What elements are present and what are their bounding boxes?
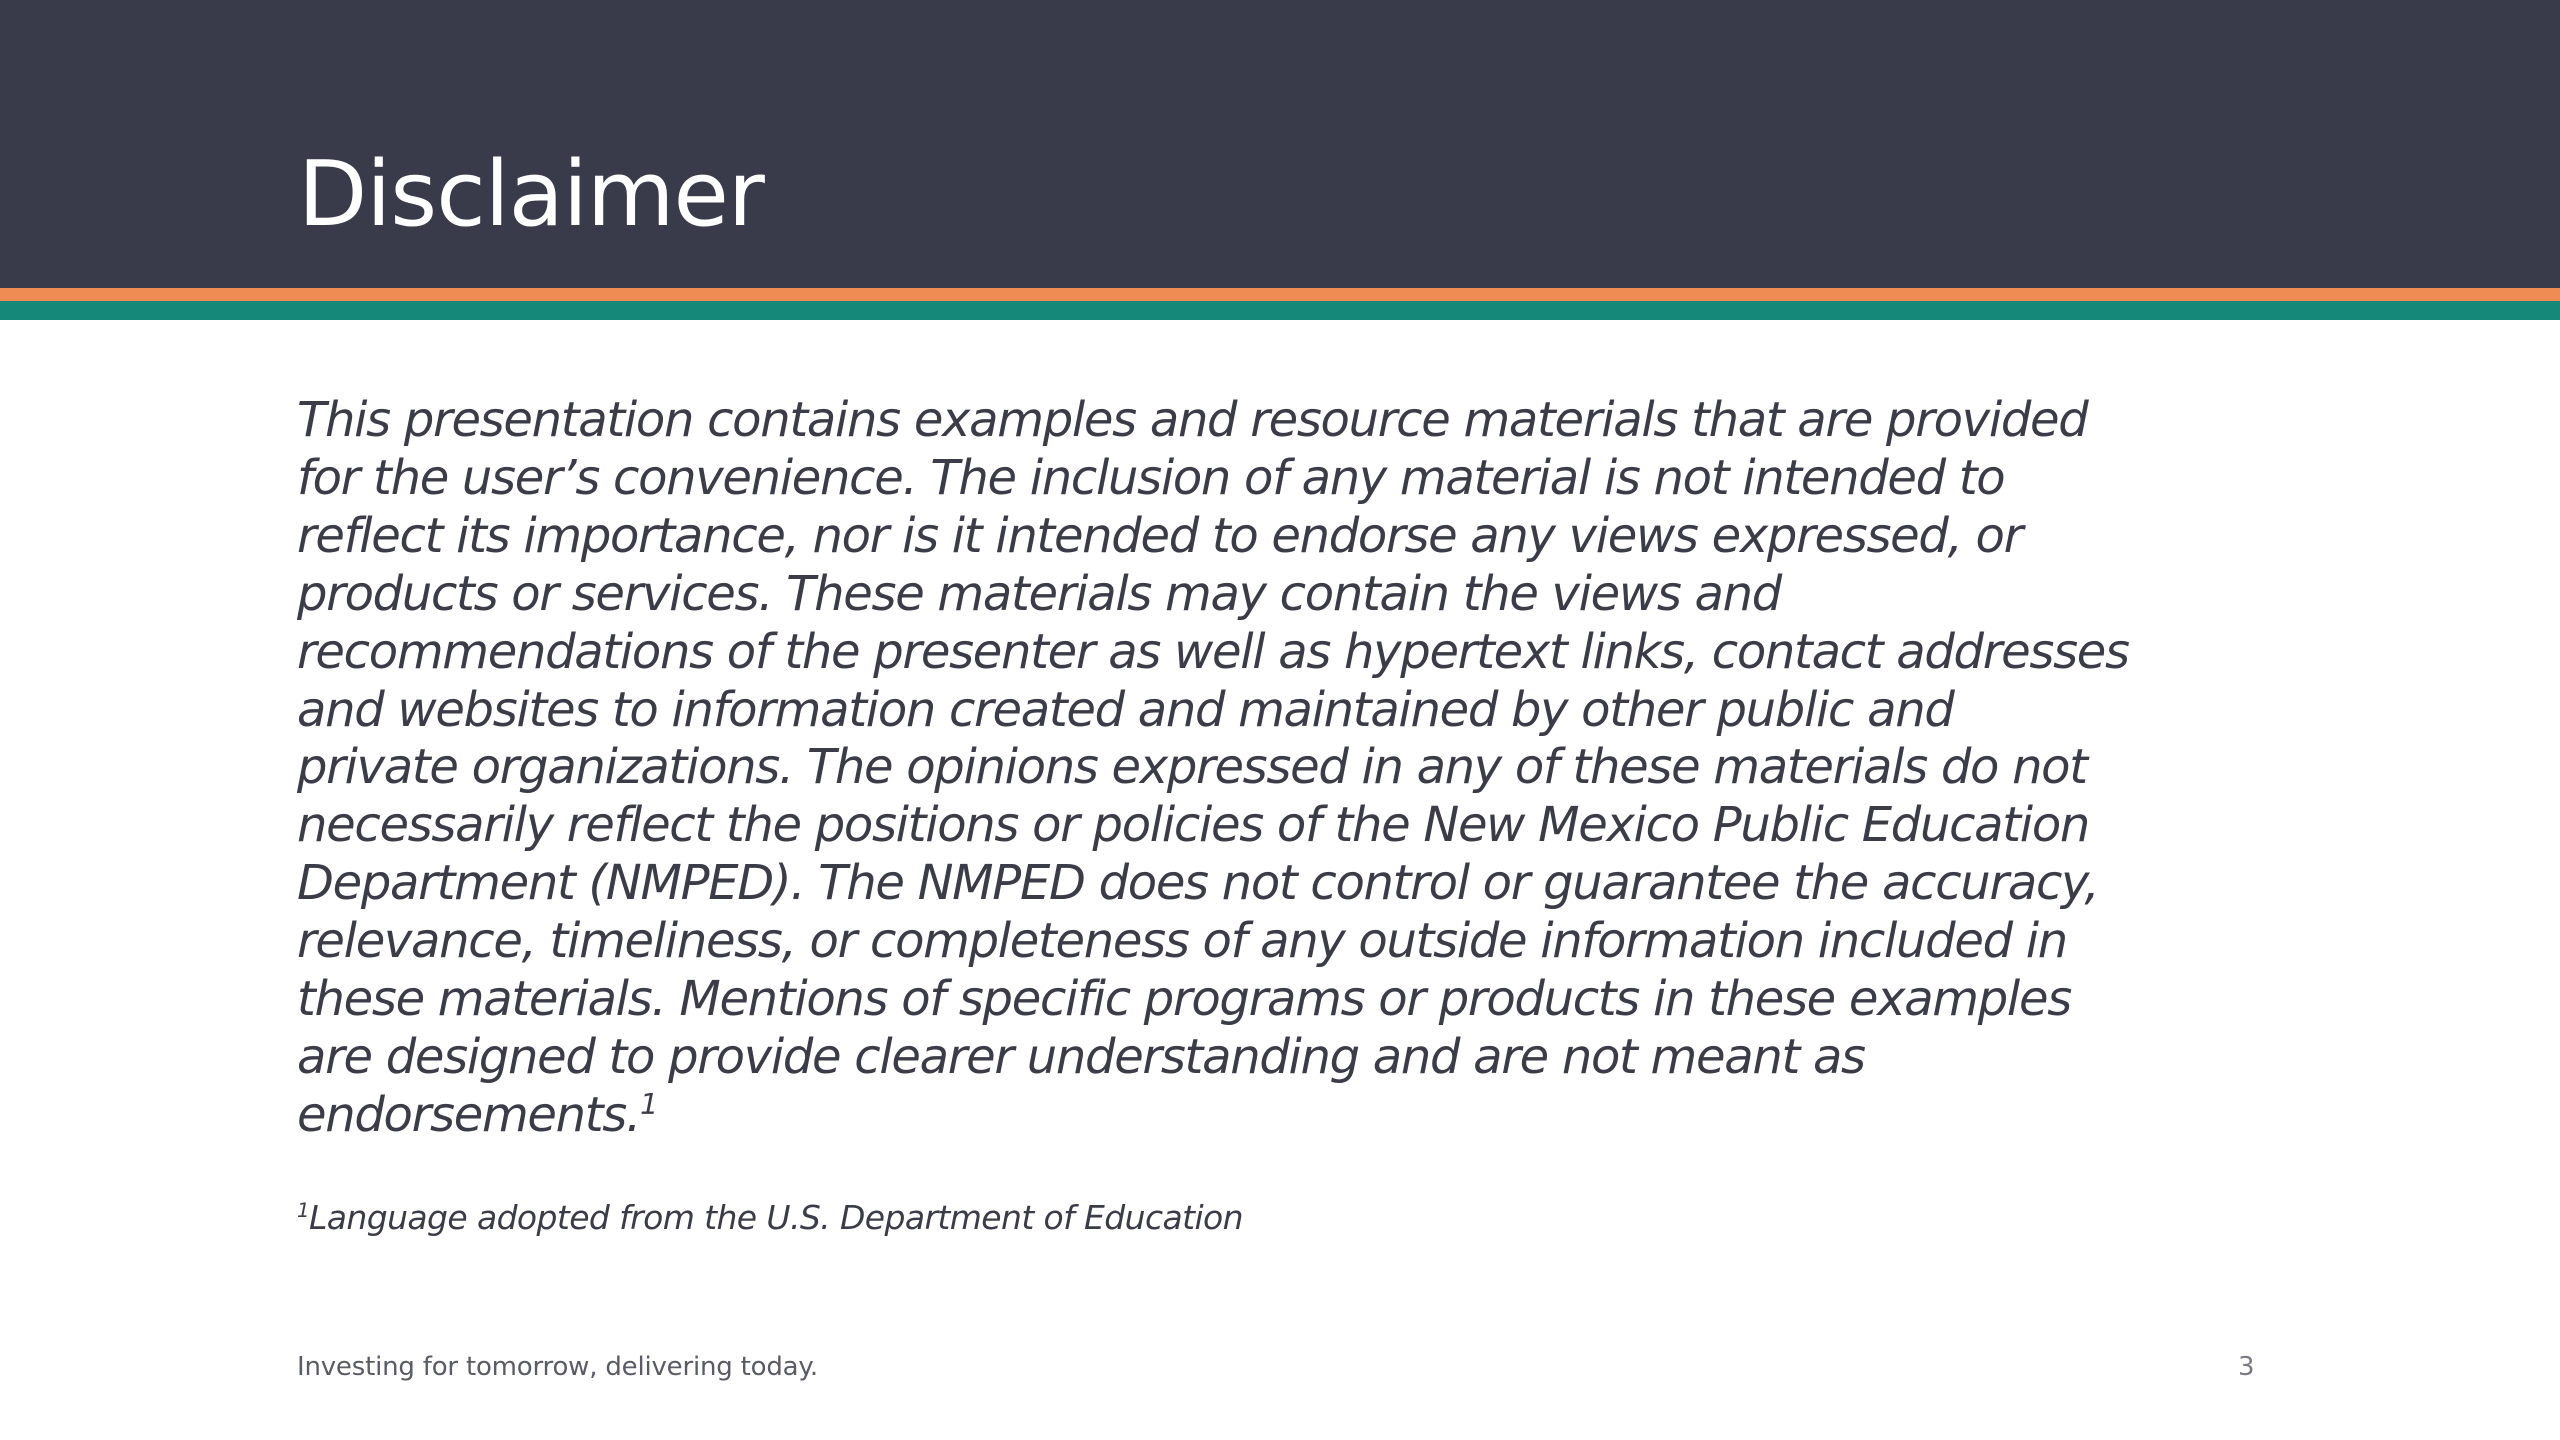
page-number: 3	[2238, 1352, 2255, 1382]
footer-tagline: Investing for tomorrow, delivering today.	[297, 1352, 818, 1382]
body-line: reflect its importance, nor is it intended to endorse any views expressed, or	[297, 507, 2023, 564]
body-line-text: endorsements.	[297, 1086, 640, 1143]
footnote	[297, 1196, 1243, 1240]
body-line: for the user’s convenience. The inclusion of any material is not intended to	[297, 449, 2005, 506]
body-line: relevance, timeliness, or completeness of any outside information included in	[297, 913, 2067, 970]
body-line: This presentation contains examples and resource materials that are provided	[297, 392, 2088, 448]
body-line-last	[297, 1087, 2277, 1145]
body-line: are designed to provide clearer understanding and are not meant as	[297, 1028, 1865, 1085]
slide-title: Disclaimer	[298, 142, 764, 247]
body-line: recommendations of the presenter as well as hypertext links, contact addresses	[297, 623, 2129, 680]
body-line: these materials. Mentions of specific programs or products in these examples	[297, 971, 2071, 1028]
accent-stripe-orange	[0, 288, 2560, 301]
footnote-reference: 1	[639, 1086, 657, 1121]
accent-stripe-teal	[0, 301, 2560, 320]
body-line: necessarily reflect the positions or policies of the New Mexico Public Education	[297, 797, 2090, 854]
footnote-marker: 1	[297, 1199, 309, 1222]
body-line: private organizations. The opinions expressed in any of these materials do not	[297, 739, 2087, 796]
footnote-text: Language adopted from the U.S. Department of Education	[309, 1198, 1243, 1237]
body-line: and websites to information created and maintained by other public and	[297, 681, 1954, 738]
disclaimer-body	[297, 392, 2277, 1145]
body-line: products or services. These materials may contain the views and	[297, 565, 1781, 622]
body-line: Department (NMPED). The NMPED does not control or guarantee the accuracy,	[297, 855, 2099, 912]
